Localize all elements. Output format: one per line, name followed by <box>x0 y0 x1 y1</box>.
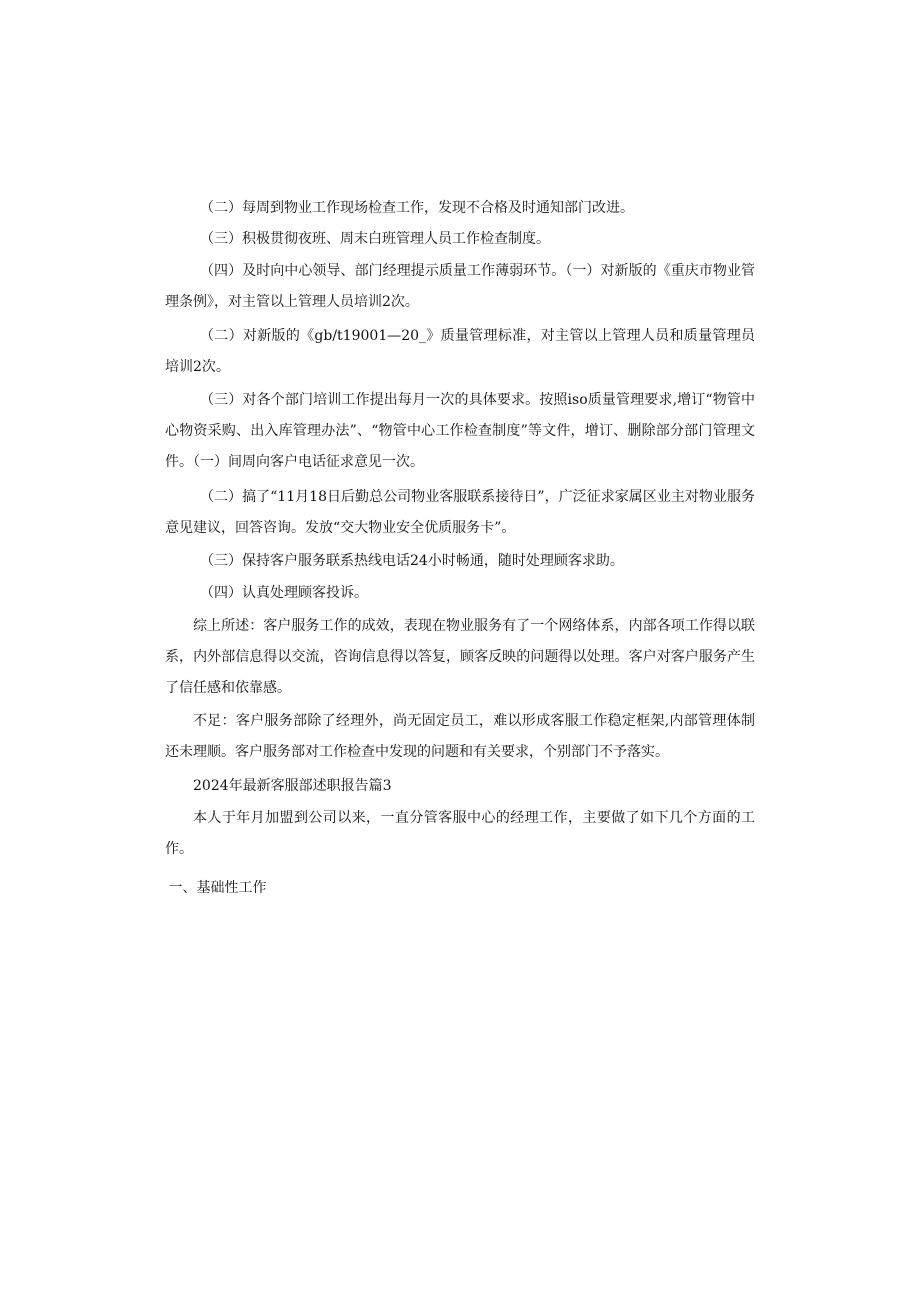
paragraph-summary: 综上所述：客户服务工作的成效，表现在物业服务有了一个网络体系，内部各项工作得以联系，内外部信息得以交流，咨询信息得以答复，顾客反映的问题得以处理。客户对客户服务产生了信任感和依靠感。 <box>165 618 755 696</box>
section-title-report-3: 2024年最新客服部述职报告篇3 <box>193 778 392 794</box>
paragraph-weekly-inspection: （二）每周到物业工作现场检查工作，发现不合格及时通知部门改进。 <box>200 200 634 216</box>
paragraph-introduction: 本人于年月加盟到公司以来，一直分管客服中心的经理工作，主要做了如下几个方面的工作。 <box>165 810 755 857</box>
paragraph-complaints: （四）认真处理顾客投诉。 <box>200 585 368 601</box>
paragraph-department-training: （三）对各个部门培训工作提出每月一次的具体要求。按照iso质量管理要求,增订“物管中心物资采购、出入库管理办法”、“物管中心工作检查制度”等文件，增订、删除部分部门管理文件。（一）间周向客户电话征求意见一次。 <box>165 392 755 470</box>
heading-basic-work: 一、基础性工作 <box>168 880 267 896</box>
paragraph-night-shift-check: （三）积极贯彻夜班、周末白班管理人员工作检查制度。 <box>200 231 550 247</box>
paragraph-shortcomings: 不足：客户服务部除了经理外，尚无固定员工，难以形成客服工作稳定框架,内部管理体制还未理顺。客户服务部对工作检查中发现的问题和有关要求，个别部门不予落实。 <box>165 713 755 760</box>
paragraph-quality-standard-training: （二）对新版的《gb/t19001—20_》质量管理标准，对主管以上管理人员和质量管理员培训2次。 <box>165 328 755 375</box>
paragraph-reception-day: （二）搞了“11月18日后勤总公司物业客服联系接待日”，广泛征求家属区业主对物业服务意见建议，回答咨询。发放“交大物业安全优质服务卡”。 <box>165 489 755 536</box>
paragraph-quality-weakness: （四）及时向中心领导、部门经理提示质量工作薄弱环节。（一）对新版的《重庆市物业管理条例》，对主管以上管理人员培训2次。 <box>165 263 755 310</box>
paragraph-hotline: （三）保持客户服务联系热线电话24小时畅通，随时处理顾客求助。 <box>200 553 624 569</box>
